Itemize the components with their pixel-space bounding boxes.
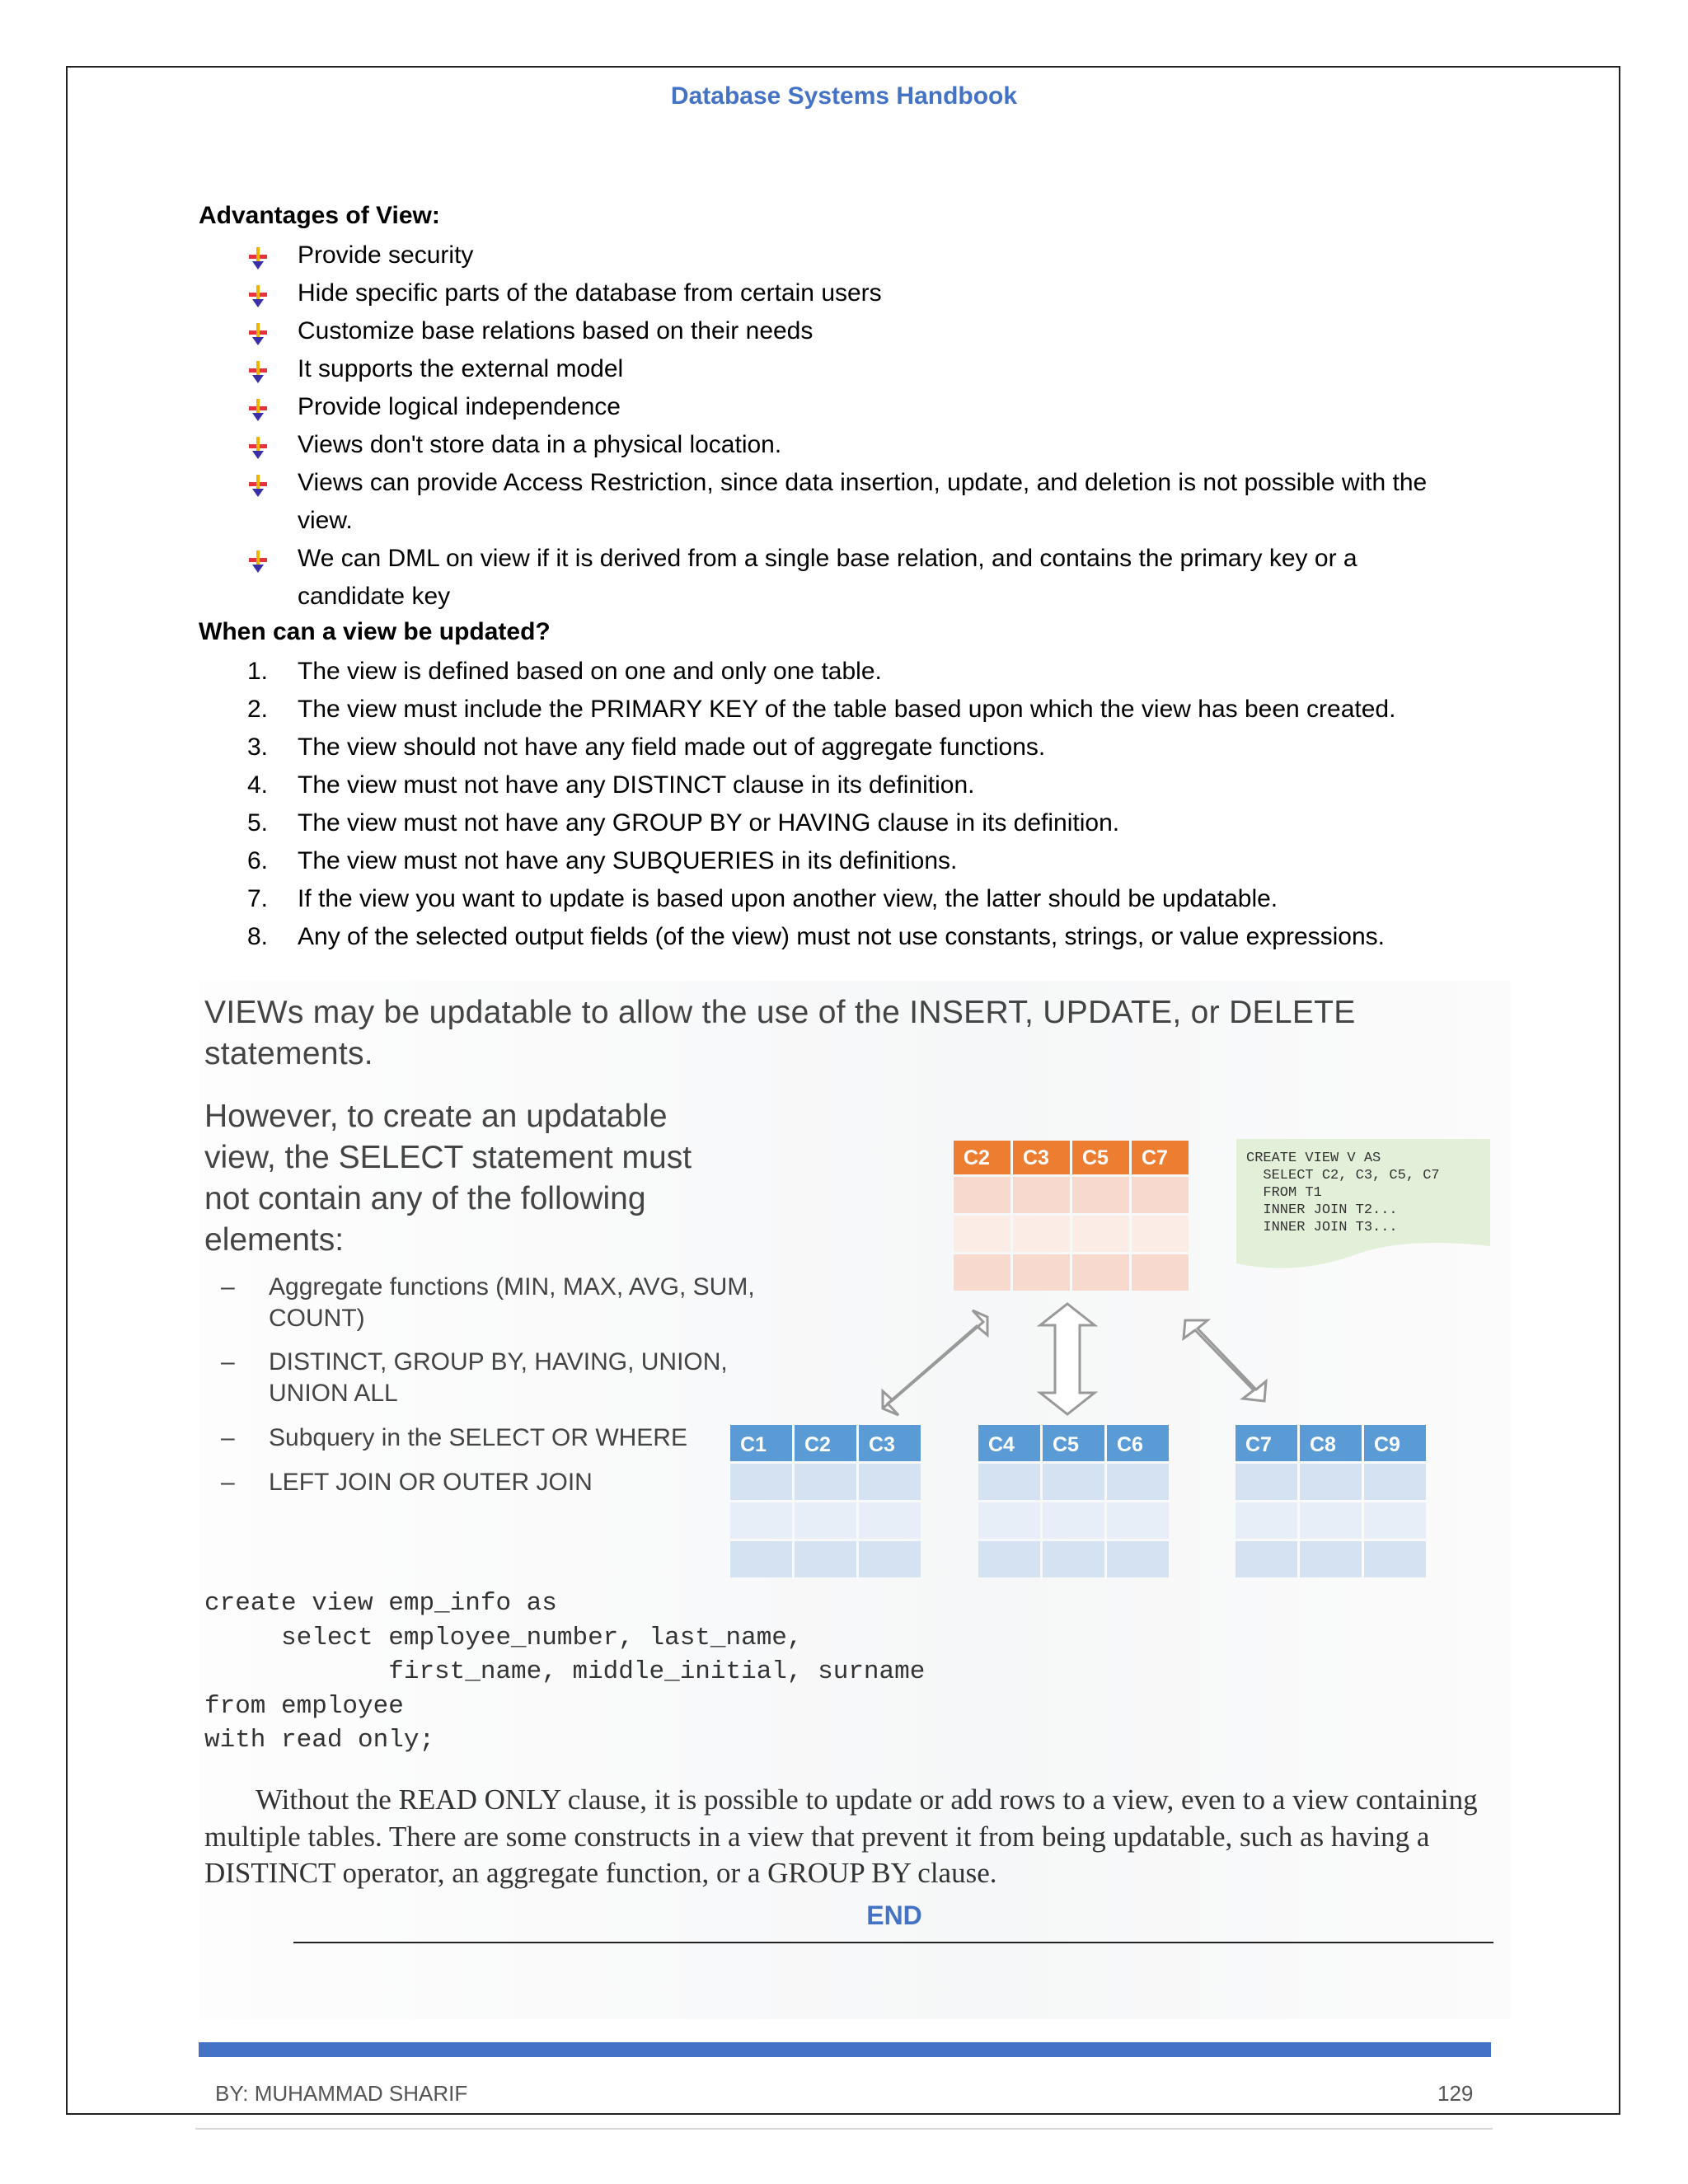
advantage-text: candidate key — [298, 583, 451, 610]
sql-note-line: INNER JOIN T2... — [1246, 1202, 1398, 1218]
base-table-column-label: C5 — [1053, 1433, 1079, 1456]
code-line: from employee — [204, 1691, 404, 1721]
base-table — [730, 1425, 921, 1577]
view-table — [954, 1141, 1189, 1291]
footer-bar — [199, 2042, 1491, 2057]
condition-text: The view should not have any field made out of aggregate functions. — [298, 733, 1046, 761]
sql-note-line: SELECT C2, C3, C5, C7 — [1246, 1168, 1440, 1183]
arrows — [883, 1304, 1266, 1415]
view-table-column-label: C5 — [1082, 1146, 1109, 1169]
base-table-cell — [1107, 1541, 1169, 1577]
view-table-cell — [1132, 1177, 1189, 1213]
base-table-cell — [978, 1464, 1040, 1500]
base-table-cell — [1043, 1541, 1104, 1577]
view-table-cell — [954, 1254, 1010, 1291]
base-table-cell — [978, 1541, 1040, 1577]
base-table-column-label: C4 — [988, 1433, 1015, 1456]
view-table-column-label: C2 — [964, 1146, 990, 1169]
right-double-arrow-icon — [1184, 1320, 1266, 1401]
base-table-cell — [1300, 1464, 1362, 1500]
condition-text: The view is defined based on one and only one table. — [298, 658, 882, 685]
base-table-cell — [1043, 1464, 1104, 1500]
view-table-cell — [1072, 1177, 1129, 1213]
advantage-text: Views can provide Access Restriction, since data insertion, update, and deletion is not possible with the — [298, 469, 1428, 496]
view-table-cell — [1072, 1254, 1129, 1291]
base-table-cell — [795, 1541, 856, 1577]
base-table-column-label: C6 — [1117, 1433, 1143, 1456]
view-table-cell — [1013, 1177, 1070, 1213]
base-table-cell — [1364, 1502, 1426, 1539]
view-table-cell — [1013, 1216, 1070, 1252]
sql-note-line: INNER JOIN T3... — [1246, 1220, 1398, 1235]
base-table-cell — [1364, 1464, 1426, 1500]
base-table-column-label: C7 — [1245, 1433, 1272, 1456]
base-table-cell — [859, 1502, 921, 1539]
advantage-text: We can DML on view if it is derived from a single base relation, and contains the primary key or a — [298, 545, 1357, 572]
base-table-column-label: C3 — [869, 1433, 895, 1456]
condition-number: 4. — [247, 771, 269, 799]
slide-bullet-text: Subquery in the SELECT OR WHERE — [269, 1424, 687, 1451]
base-table — [978, 1425, 1169, 1577]
base-table-cell — [1300, 1541, 1362, 1577]
base-table-column-label: C1 — [740, 1433, 767, 1456]
base-table-cell — [730, 1464, 792, 1500]
view-table-cell — [1132, 1254, 1189, 1291]
condition-text: If the view you want to update is based upon another view, the latter should be updatable. — [298, 885, 1278, 912]
view-table-cell — [954, 1216, 1010, 1252]
slide-intro: However, to create an updatable view, the SELECT statement must not contain any of the following elements: — [204, 1099, 692, 1258]
condition-number: 7. — [247, 885, 269, 912]
view-table-cell — [1072, 1216, 1129, 1252]
code-line: with read only; — [204, 1726, 435, 1755]
base-table-column-label: C2 — [804, 1433, 831, 1456]
slide-title: VIEWs may be updatable to allow the use of the INSERT, UPDATE, or DELETE statements. — [204, 995, 1356, 1071]
base-table-cell — [1107, 1502, 1169, 1539]
slide-bullet-text: LEFT JOIN OR OUTER JOIN — [269, 1469, 593, 1496]
bottom-rule — [195, 2128, 1493, 2130]
base-table-cell — [978, 1502, 1040, 1539]
page-number: 129 — [1437, 2081, 1474, 2106]
advantages-heading: Advantages of View: — [199, 202, 440, 229]
advantage-text: view. — [298, 507, 353, 534]
running-header: Database Systems Handbook — [670, 82, 1018, 110]
base-table-cell — [1364, 1541, 1426, 1577]
center-double-arrow-icon — [1040, 1304, 1095, 1414]
sql-note — [1236, 1139, 1490, 1268]
base-table-cell — [795, 1464, 856, 1500]
advantage-text: Provide logical independence — [298, 393, 621, 420]
footer-author: BY: MUHAMMAD SHARIF — [215, 2081, 468, 2106]
condition-number: 3. — [247, 733, 269, 761]
code-block — [204, 1586, 925, 1758]
condition-text: The view must not have any GROUP BY or HAVING clause in its definition. — [298, 809, 1120, 837]
slide-bullet-text: Aggregate functions (MIN, MAX, AVG, SUM, COUNT) — [269, 1273, 755, 1332]
base-table-cell — [730, 1502, 792, 1539]
end-rule — [293, 1942, 1493, 1943]
condition-text: The view must not have any DISTINCT clause in its definition. — [298, 771, 975, 799]
condition-text: Any of the selected output fields (of the view) must not use constants, strings, or value expressions. — [298, 923, 1386, 950]
view-table-cell — [954, 1177, 1010, 1213]
dash-bullet: – — [221, 1273, 235, 1301]
base-tables — [730, 1425, 1426, 1577]
update-heading: When can a view be updated? — [199, 618, 551, 645]
dash-bullet: – — [221, 1424, 235, 1451]
base-table-cell — [795, 1502, 856, 1539]
advantage-text: Provide security — [298, 241, 474, 269]
condition-text: The view must not have any SUBQUERIES in its definitions. — [298, 847, 958, 874]
condition-number: 8. — [247, 923, 269, 950]
condition-number: 6. — [247, 847, 269, 874]
view-table-cell — [1132, 1216, 1189, 1252]
base-table-cell — [859, 1541, 921, 1577]
base-table-cell — [730, 1541, 792, 1577]
condition-number: 1. — [247, 658, 269, 685]
view-table-cell — [1013, 1254, 1070, 1291]
condition-number: 2. — [247, 696, 269, 723]
base-table-cell — [1236, 1502, 1297, 1539]
sql-note-line: FROM T1 — [1246, 1185, 1322, 1201]
base-table-cell — [1236, 1464, 1297, 1500]
view-table-column-label: C7 — [1142, 1146, 1168, 1169]
condition-number: 5. — [247, 809, 269, 837]
slide-bullet-text: DISTINCT, GROUP BY, HAVING, UNION, UNION ALL — [269, 1348, 728, 1407]
base-table — [1236, 1425, 1426, 1577]
code-line: create view emp_info as — [204, 1589, 557, 1618]
left-double-arrow-icon — [883, 1310, 987, 1415]
advantage-text: Views don't store data in a physical location. — [298, 431, 782, 458]
view-table-column-label: C3 — [1023, 1146, 1049, 1169]
code-line: first_name, middle_initial, surname — [204, 1657, 926, 1686]
base-table-cell — [1043, 1502, 1104, 1539]
advantage-text: Customize base relations based on their needs — [298, 317, 814, 344]
condition-text: The view must include the PRIMARY KEY of the table based upon which the view has been created. — [298, 696, 1396, 723]
prose-paragraph: Without the READ ONLY clause, it is possible to update or add rows to a view, even to a view containing multiple tables. There are some constructs in a view that prevent it from being updatable, such as having a DISTINCT operator, an aggregate function, or a GROUP BY clause. — [204, 1783, 1478, 1889]
advantage-text: Hide specific parts of the database from certain users — [298, 279, 882, 307]
base-table-cell — [1107, 1464, 1169, 1500]
dash-bullet: – — [221, 1348, 235, 1376]
base-table-cell — [859, 1464, 921, 1500]
sql-note-line: CREATE VIEW V AS — [1246, 1151, 1381, 1166]
end-label: END — [866, 1900, 922, 1930]
base-table-column-label: C8 — [1310, 1433, 1336, 1456]
advantage-text: It supports the external model — [298, 355, 624, 382]
code-line: select employee_number, last_name, — [204, 1623, 803, 1652]
base-table-cell — [1300, 1502, 1362, 1539]
dash-bullet: – — [221, 1469, 235, 1496]
base-table-column-label: C9 — [1374, 1433, 1400, 1456]
base-table-cell — [1236, 1541, 1297, 1577]
